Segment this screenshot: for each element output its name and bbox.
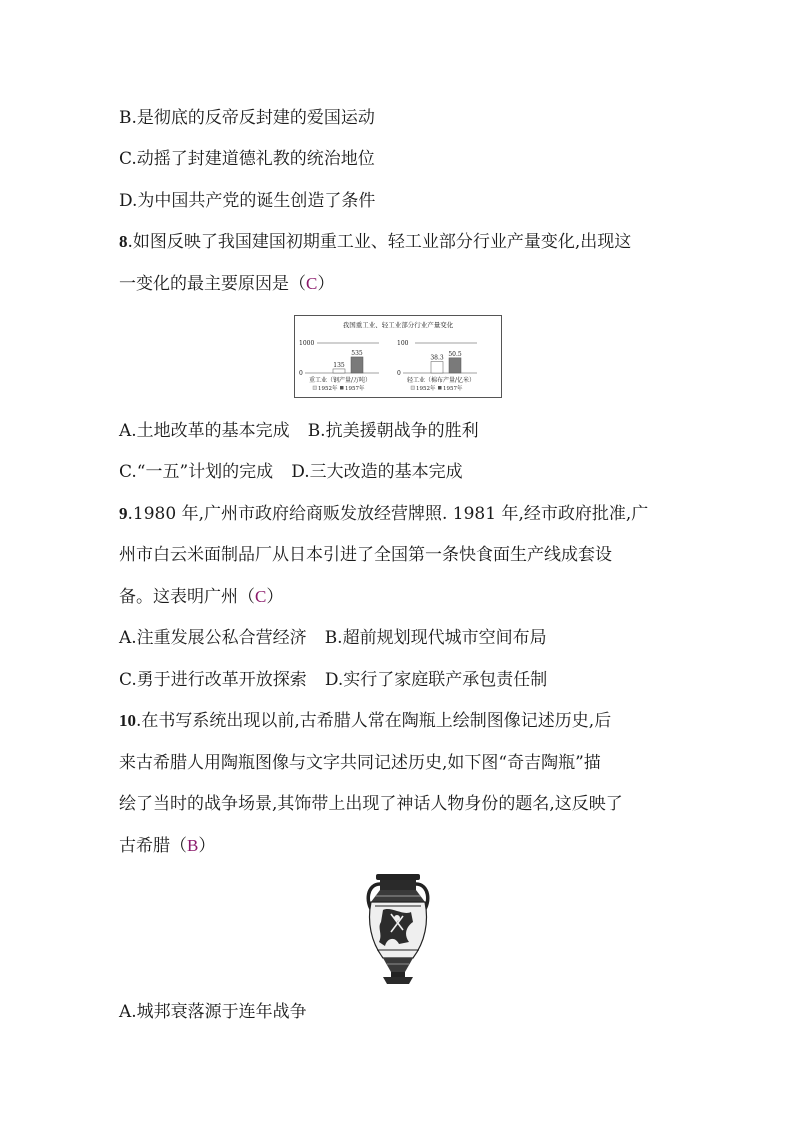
q10-stem-line2: 来古希腊人用陶瓶图像与文字共同记述历史,如下图“奇吉陶瓶”描 bbox=[119, 753, 601, 773]
production-chart bbox=[294, 315, 502, 398]
q10-stem-line1: 10.在书写系统出现以前,古希腊人常在陶瓶上绘制图像记述历史,后 bbox=[119, 711, 612, 731]
panel-1-ytick-zero: 0 bbox=[397, 370, 401, 377]
q8-stem-line1: 8.如图反映了我国建国初期重工业、轻工业部分行业产量变化,出现这 bbox=[119, 232, 632, 252]
q9-options-ab bbox=[119, 626, 547, 650]
panel-0-ytick-zero: 0 bbox=[299, 370, 303, 377]
q8-number: 8 bbox=[119, 232, 128, 251]
panel-0-legend-swatch-0 bbox=[313, 386, 317, 390]
q7-option-b: B.是彻底的反帝反封建的爱国运动 bbox=[119, 108, 375, 128]
q9-option-d: D.实行了家庭联产承包责任制 bbox=[324, 670, 548, 690]
q8-stem-line2: 一变化的最主要原因是（C） bbox=[119, 274, 335, 294]
q8-option-c: C.“一五”计划的完成 bbox=[119, 462, 274, 482]
panel-0-bar-1 bbox=[351, 357, 363, 373]
q9-option-c: C.勇于进行改革开放探索 bbox=[119, 670, 307, 690]
panel-1-bar-0 bbox=[431, 362, 443, 373]
q9-option-b: B.超前规划现代城市空间布局 bbox=[324, 628, 547, 648]
panel-0-legend-0: 1952年 bbox=[318, 386, 338, 392]
panel-1-legend-swatch-0 bbox=[411, 386, 415, 390]
q10-number: 10 bbox=[119, 711, 136, 730]
q9-option-a: A.注重发展公私合营经济 bbox=[119, 628, 307, 648]
q9-stem-line3: 备。这表明广州（C） bbox=[119, 587, 284, 607]
panel-1-ytick-top: 100 bbox=[397, 340, 409, 347]
q10-answer: B bbox=[187, 836, 199, 855]
q9-options-cd bbox=[119, 668, 547, 692]
q8-option-a: A.土地改革的基本完成 bbox=[119, 421, 290, 441]
panel-0-label: 重工业（钢产量/万吨） bbox=[309, 377, 372, 384]
chart-title: 我国重工业、轻工业部分行业产量变化 bbox=[342, 321, 454, 329]
panel-0-bar-0 bbox=[333, 369, 345, 373]
production-chart-svg bbox=[295, 316, 501, 397]
q10-stem-line3: 绘了当时的战争场景,其饰带上出现了神话人物身份的题名,这反映了 bbox=[119, 794, 623, 814]
q7-option-c: C.动摇了封建道德礼教的统治地位 bbox=[119, 149, 375, 169]
q9-number: 9 bbox=[119, 504, 128, 523]
q8-option-d: D.三大改造的基本完成 bbox=[291, 462, 463, 482]
q9-answer: C bbox=[255, 587, 267, 606]
panel-1-bar-1 bbox=[449, 358, 461, 373]
q10-option-a: A.城邦衰落源于连年战争 bbox=[119, 1002, 307, 1022]
panel-1-label: 轻工业（棉布产量/亿米） bbox=[407, 377, 476, 384]
panel-1-legend-1: 1957年 bbox=[443, 386, 463, 392]
q9-stem-line2: 州市白云米面制品厂从日本引进了全国第一条快食面生产线成套设 bbox=[119, 545, 612, 565]
q8-option-b: B.抗美援朝战争的胜利 bbox=[307, 421, 479, 441]
q7-option-d: D.为中国共产党的诞生创造了条件 bbox=[119, 191, 376, 211]
panel-1-legend-0: 1952年 bbox=[416, 386, 436, 392]
q8-answer: C bbox=[306, 274, 318, 293]
panel-1-value-label-0: 38.3 bbox=[430, 354, 444, 362]
q9-stem-line1: 9.1980 年,广州市政府给商贩发放经营牌照. 1981 年,经市政府批准,广 bbox=[119, 504, 649, 524]
chigi-vase-image bbox=[363, 872, 433, 988]
panel-0-value-label-1: 535 bbox=[351, 349, 363, 357]
panel-1-legend-swatch-1 bbox=[438, 386, 442, 390]
q10-stem-line4: 古希腊（B） bbox=[119, 836, 216, 856]
q8-options-ab bbox=[119, 419, 479, 443]
panel-0-legend-1: 1957年 bbox=[345, 386, 365, 392]
panel-0-ytick-top: 1000 bbox=[299, 340, 315, 347]
panel-1-value-label-1: 50.5 bbox=[448, 350, 462, 358]
panel-0-value-label-0: 135 bbox=[333, 361, 345, 369]
q8-options-cd bbox=[119, 460, 463, 484]
panel-0-legend-swatch-1 bbox=[340, 386, 344, 390]
